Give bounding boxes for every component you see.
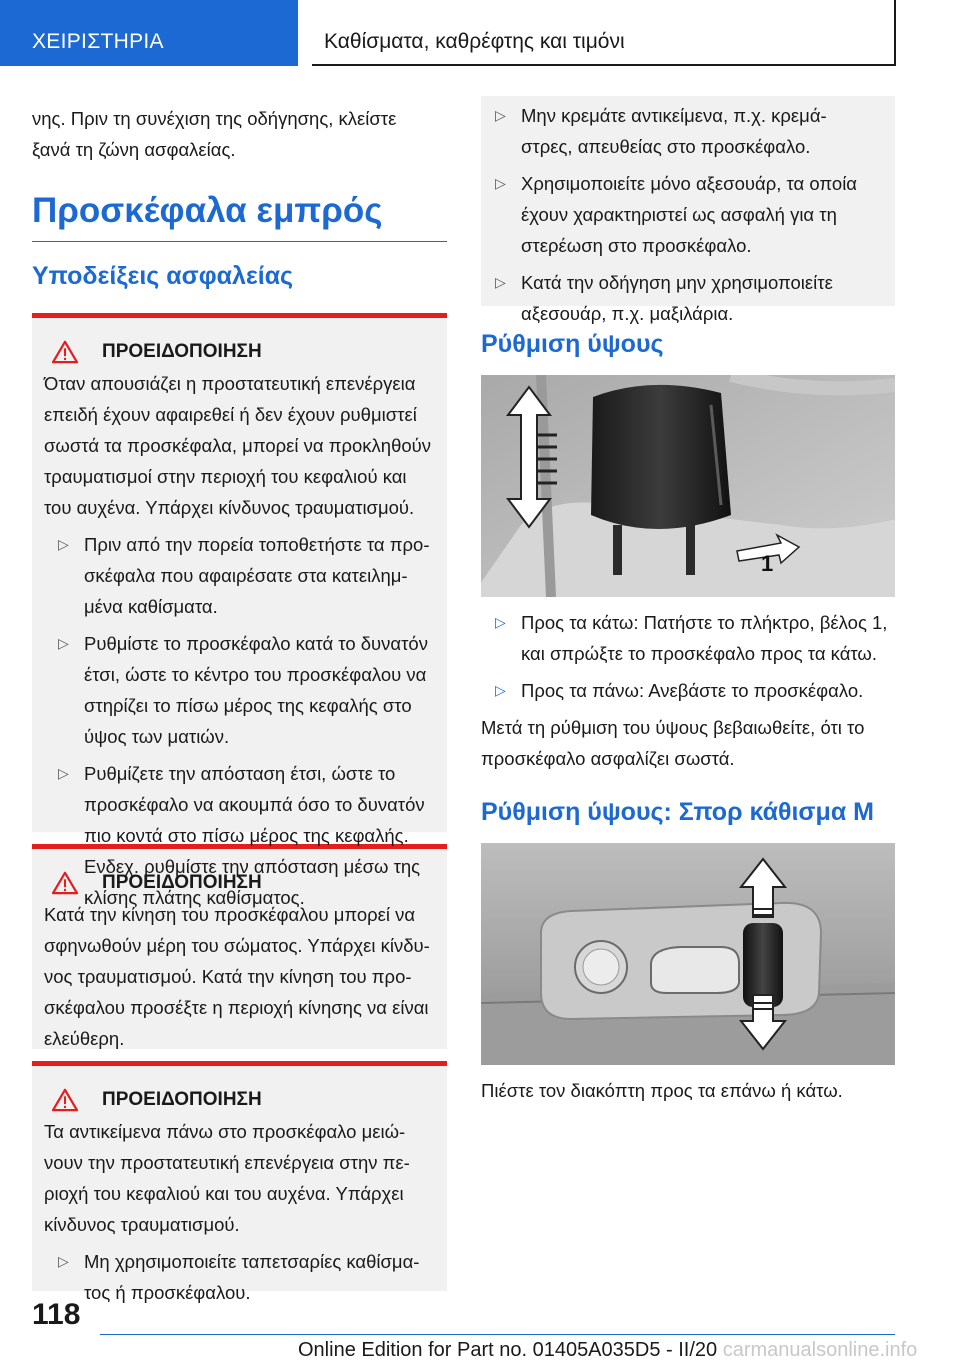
warning-triangle-icon xyxy=(50,1088,80,1112)
triangle-bullet-icon: ▷ xyxy=(58,1253,69,1269)
left-column xyxy=(32,103,447,1303)
edition-text: Online Edition for Part no. 01405A035D5 - II/20 xyxy=(298,1339,718,1361)
list-item: ▷ Μην κρεμάτε αντικείμενα, π.χ. κρεμά- στρες, απευθείας στο προσκέφαλο. xyxy=(481,100,883,162)
warning-box xyxy=(32,313,447,908)
warning-text-line: επειδή έχουν αφαιρεθεί ή δεν έχουν ρυθμιστεί xyxy=(44,404,417,425)
intro-line: ξανά τη ζώνη ασφαλείας. xyxy=(32,139,236,160)
triangle-bullet-icon: ▷ xyxy=(495,274,506,290)
body-text-line: προσκέφαλο ασφαλίζει σωστά. xyxy=(481,748,735,769)
warning-text-line: Όταν απουσιάζει η προστατευτική επενέργεια xyxy=(44,373,416,394)
warning-triangle-icon xyxy=(50,340,80,364)
headrest-illustration xyxy=(481,375,895,597)
page-number: 118 xyxy=(32,1298,81,1331)
warning-text-line: του αυχένα. Υπάρχει κίνδυνος τραυματισμού. xyxy=(44,497,415,518)
list-item: ▷ Ρυθμίζετε την απόσταση έτσι, ώστε το προσκέφαλο να ακουμπά όσο το δυνατόν πιο κοντά στο πίσω μέρος της κεφαλής. Ενδεχ. ρυθμίστε την απόσταση μέσω της κλίσης πλάτης καθίσματος. xyxy=(44,758,435,913)
warning-text-line: ριοχή του κεφαλιού και του αυχένα. Υπάρχει xyxy=(44,1183,404,1204)
list-item: ▷ Ρυθμίστε το προσκέφαλο κατά το δυνατόν έτσι, ώστε το κέντρο του προσκέφαλου να στηρίζει το πίσω μέρος της κεφαλής στο ύψος των ματιών. xyxy=(44,628,435,752)
triangle-bullet-icon: ▷ xyxy=(495,682,506,698)
headrest-figure xyxy=(481,375,895,597)
triangle-bullet-icon: ▷ xyxy=(495,107,506,123)
warning-box-continued xyxy=(481,96,895,324)
chapter-title: Καθίσματα, καθρέφτης και τιμόνι xyxy=(324,30,625,53)
callout-number-1: 1 xyxy=(761,551,774,576)
edition-line xyxy=(298,1339,917,1362)
section-heading: Προσκέφαλα εμπρός xyxy=(32,191,447,242)
warning-text-line: Κατά την κίνηση του προσκέφαλου μπορεί να xyxy=(44,904,416,925)
seat-switch-illustration xyxy=(481,843,895,1065)
body-text-line: Μετά τη ρύθμιση του ύψους βεβαιωθείτε, ότι το xyxy=(481,717,865,738)
warning-text-line: τραυματισμοί στην περιοχή του κεφαλιού και xyxy=(44,466,407,487)
triangle-bullet-icon: ▷ xyxy=(495,614,506,630)
subsection-heading: Ρύθμιση ύψους xyxy=(481,330,664,358)
warning-text-line: κίνδυνος τραυματισμού. xyxy=(44,1214,240,1235)
warning-heading: ΠΡΟΕΙΔΟΠΟΙΗΣΗ xyxy=(102,341,262,362)
warning-text-line: σωστά τα προσκέφαλα, μπορεί να προκληθούν xyxy=(44,435,432,456)
section-tab xyxy=(0,0,298,66)
triangle-bullet-icon: ▷ xyxy=(58,765,69,781)
warning-text-line: νουν την προστατευτική επενέργεια στην πε- xyxy=(44,1152,410,1173)
triangle-bullet-icon: ▷ xyxy=(58,635,69,651)
warning-text-line: σφηνωθούν μέρη του σώματος. Υπάρχει κίνδυ- xyxy=(44,935,430,956)
body-text-line: Πιέστε τον διακόπτη προς τα επάνω ή κάτω. xyxy=(481,1080,843,1101)
watermark: carmanualsonline.info xyxy=(722,1339,918,1361)
warning-box xyxy=(32,1061,447,1303)
subsection-heading: Υποδείξεις ασφαλείας xyxy=(32,262,294,290)
footer-rule xyxy=(100,1334,895,1335)
section-title: ΧΕΙΡΙΣΤΗΡΙΑ xyxy=(32,30,164,53)
list-item: ▷ Μη χρησιμοποιείτε ταπετσαρίες καθίσμα- τος ή προσκέφαλου. xyxy=(44,1246,435,1308)
warning-text-line: νος τραυματισμού. Κατά την κίνηση του προ- xyxy=(44,966,412,987)
warning-triangle-icon xyxy=(50,871,80,895)
chapter-header xyxy=(312,0,896,66)
triangle-bullet-icon: ▷ xyxy=(495,175,506,191)
intro-line: νης. Πριν τη συνέχιση της οδήγησης, κλείστε xyxy=(32,108,397,129)
warning-heading: ΠΡΟΕΙΔΟΠΟΙΗΣΗ xyxy=(102,1089,262,1110)
triangle-bullet-icon: ▷ xyxy=(58,536,69,552)
warning-heading: ΠΡΟΕΙΔΟΠΟΙΗΣΗ xyxy=(102,872,262,893)
warning-text-line: ελεύθερη. xyxy=(44,1028,125,1049)
list-item: ▷ Προς τα πάνω: Ανεβάστε το προσκέφαλο. xyxy=(481,675,895,706)
list-item: ▷ Χρησιμοποιείτε μόνο αξεσουάρ, τα οποία έχουν χαρακτηριστεί ως ασφαλή για τη στερέωση στο προσκέφαλο. xyxy=(481,168,883,261)
list-item: ▷ Κατά την οδήγηση μην χρησιμοποιείτε αξεσουάρ, π.χ. μαξιλάρια. xyxy=(481,267,883,329)
list-item: ▷ Προς τα κάτω: Πατήστε το πλήκτρο, βέλος 1, και σπρώξτε το προσκέφαλο προς τα κάτω. xyxy=(481,607,895,669)
warning-text-line: Τα αντικείμενα πάνω στο προσκέφαλο μειώ- xyxy=(44,1121,406,1142)
subsection-heading: Ρύθμιση ύψους: Σπορ κάθισμα M xyxy=(481,798,874,826)
list-item: ▷ Πριν από την πορεία τοποθετήστε τα προ- σκέφαλα που αφαιρέσατε στα κατειλημ- μένα καθίσματα. xyxy=(44,529,435,622)
right-column xyxy=(481,96,895,1106)
warning-text-line: σκέφαλου προσέξτε η περιοχή κίνησης να είναι xyxy=(44,997,429,1018)
seat-switch-figure xyxy=(481,843,895,1065)
